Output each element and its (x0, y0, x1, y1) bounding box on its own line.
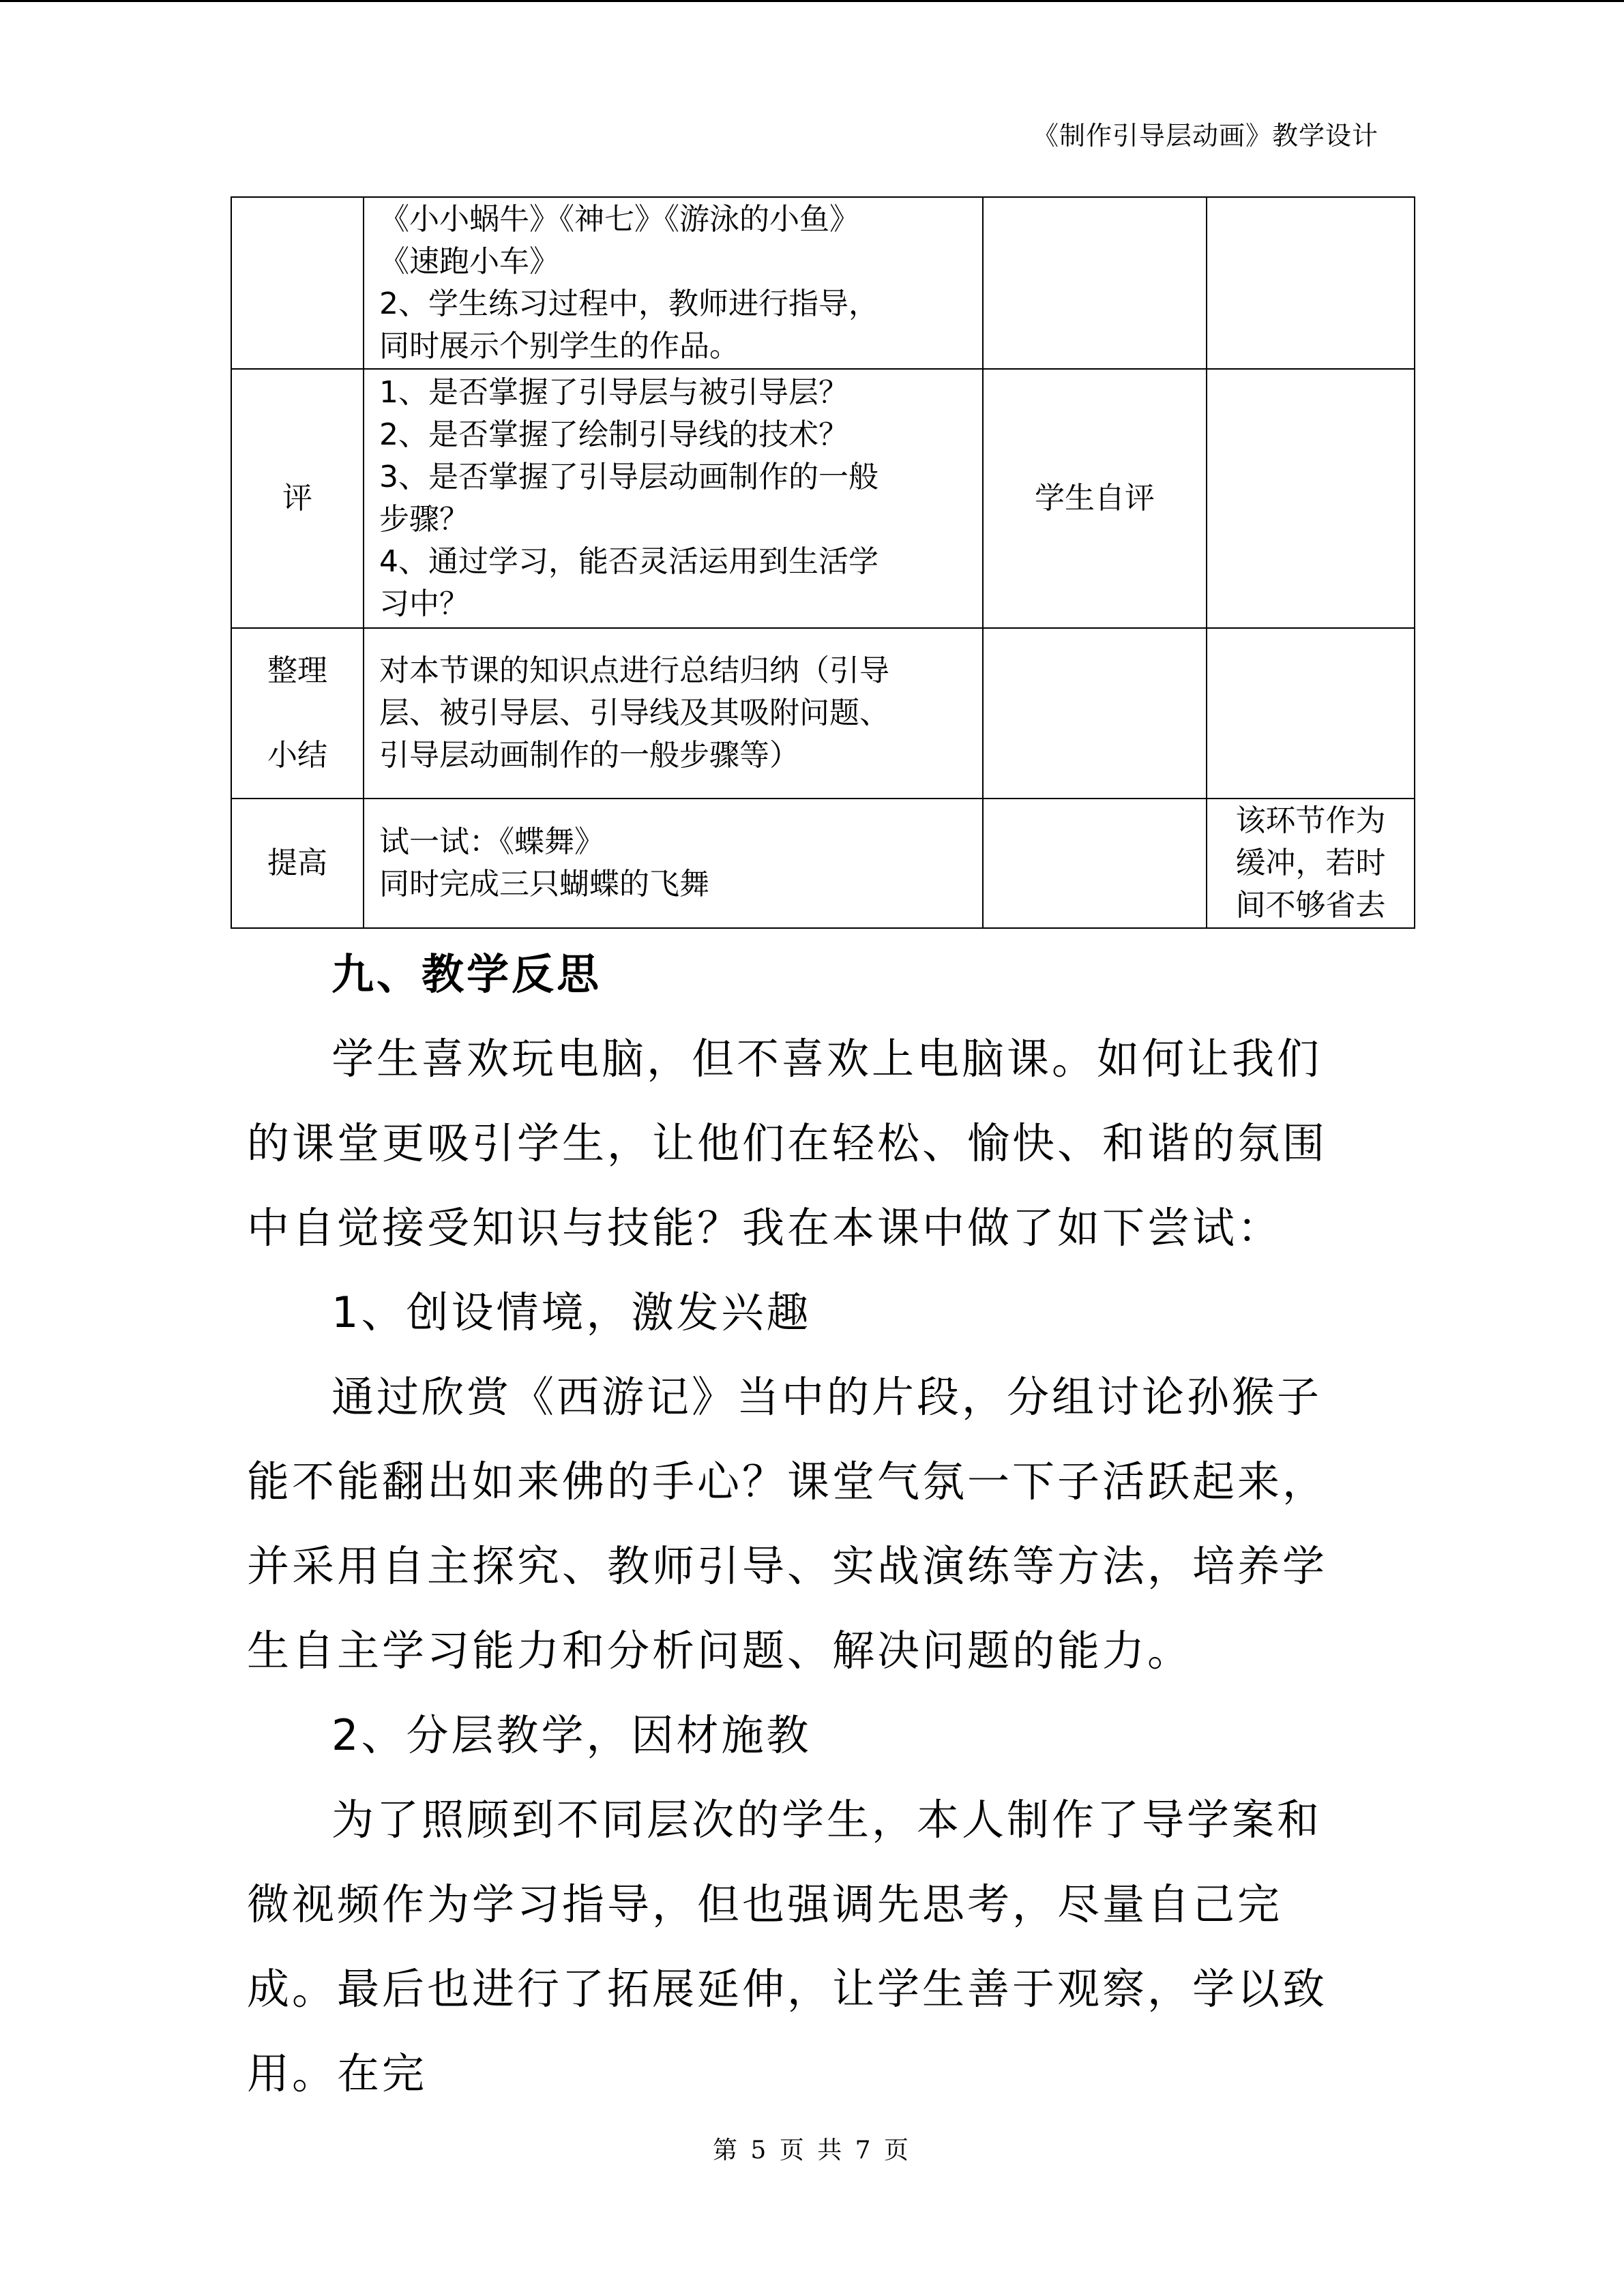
stage-cell: 评 (231, 369, 364, 628)
table-row (231, 369, 1415, 628)
table-row (231, 197, 1415, 369)
note-line: 缓冲，若时 (1235, 846, 1386, 880)
page-footer: 第 5 页 共 7 页 (712, 2136, 912, 2164)
content-line: 习中？ (379, 586, 469, 621)
content-line: 2、是否掌握了绘制引导线的技术？ (379, 417, 848, 452)
top-border-line (0, 0, 1624, 2)
paragraph: 通过欣赏《西游记》当中的片段，分组讨论孙猴子能不能翻出如来佛的手心？课堂气氛一下子活跃起来，并采用自主探究、教师引导、实战演练等方法，培养学生自主学习能力和分析问题、解决问题的能力。 (247, 1372, 1328, 1675)
content-line: 3、是否掌握了引导层动画制作的一般 (379, 460, 879, 494)
content-line: 层、被引导层、引导线及其吸附问题、 (379, 696, 889, 730)
note-cell (1207, 369, 1415, 628)
stage-cell: 提高 (231, 799, 364, 928)
content-line: 试一试：《蝶舞》 (379, 824, 604, 859)
document-header: 《制作引导层动画》教学设计 (1032, 121, 1378, 151)
content-cell (364, 369, 983, 628)
content-cell (364, 197, 983, 369)
reflection-section (247, 932, 1338, 2116)
student-activity-cell (983, 197, 1207, 369)
note-cell (1207, 197, 1415, 369)
note-line: 该环节作为 (1235, 803, 1386, 838)
content-cell (364, 799, 983, 928)
content-line: 《速跑小车》 (379, 244, 559, 279)
content-line: 2、学生练习过程中，教师进行指导， (379, 286, 879, 321)
content-line: 同时展示个别学生的作品。 (379, 329, 739, 363)
table-row (231, 799, 1415, 928)
subheading: 1、创设情境，激发兴趣 (331, 1287, 812, 1337)
stage-cell (231, 197, 364, 369)
subheading: 2、分层教学，因材施教 (331, 1710, 812, 1760)
content-line: 引导层动画制作的一般步骤等） (379, 738, 799, 773)
content-line: 同时完成三只蝴蝶的飞舞 (379, 867, 709, 901)
note-cell (1207, 628, 1415, 799)
content-line: 《小小蜗牛》《神七》《游泳的小鱼》 (379, 202, 859, 237)
table-row (231, 628, 1415, 799)
content-line: 步骤？ (379, 502, 469, 537)
stage-cell (231, 628, 364, 799)
note-cell (1207, 799, 1415, 928)
paragraph: 学生喜欢玩电脑，但不喜欢上电脑课。如何让我们的课堂更吸引学生，让他们在轻松、愉快、和谐的氛围中自觉接受知识与技能？我在本课中做了如下尝试： (247, 1034, 1328, 1253)
content-line: 对本节课的知识点进行总结归纳（引导 (379, 653, 889, 688)
section-heading: 九、教学反思 (331, 949, 602, 999)
lesson-table (231, 196, 1415, 929)
student-activity-cell: 学生自评 (983, 369, 1207, 628)
content-line: 1、是否掌握了引导层与被引导层？ (379, 375, 848, 410)
content-line: 4、通过学习，能否灵活运用到生活学 (379, 544, 879, 579)
paragraph: 为了照顾到不同层次的学生，本人制作了导学案和微视频作为学习指导，但也强调先思考，尽量自己完成。最后也进行了拓展延伸，让学生善于观察，学以致用。在完 (247, 1795, 1328, 2098)
student-activity-cell (983, 799, 1207, 928)
content-cell (364, 628, 983, 799)
note-line: 间不够省去 (1235, 888, 1386, 923)
stage-line: 整理 (267, 653, 327, 688)
student-activity-cell (983, 628, 1207, 799)
stage-line: 小结 (267, 738, 327, 773)
